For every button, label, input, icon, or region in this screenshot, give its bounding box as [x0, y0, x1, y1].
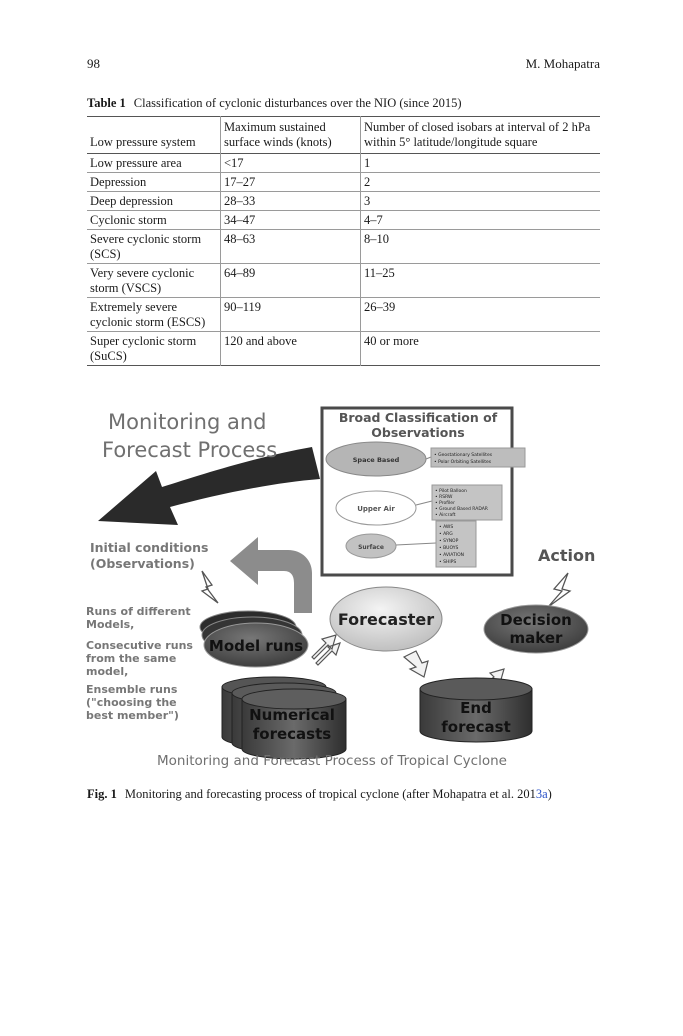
- forecaster-label: Forecaster: [337, 610, 435, 629]
- surface-label: Surface: [358, 544, 384, 551]
- ensemble-line2: ("choosing the: [86, 696, 177, 709]
- table-caption: [87, 96, 461, 111]
- table-cell: 64–89: [221, 264, 361, 298]
- figure-bottom-title: Monitoring and Forecast Process of Tropical Cyclone: [157, 753, 507, 769]
- surface-item: • BUOYS: [439, 546, 459, 551]
- down-arrow-icon: [404, 651, 428, 677]
- table-row: [87, 264, 600, 298]
- table-row: [87, 332, 600, 366]
- double-arrow-icon: [312, 635, 340, 665]
- table-row: [87, 298, 600, 332]
- figure-title-line1: Monitoring and: [108, 410, 267, 434]
- surface-item: • ARG: [439, 532, 453, 537]
- column-header: Number of closed isobars at interval of 2 hPa within 5° latitude/longitude square: [361, 117, 601, 154]
- table-row: [87, 192, 600, 211]
- ensemble-line1: Ensemble runs: [86, 683, 178, 696]
- upper-item: • RSRW: [435, 495, 453, 500]
- process-diagram: [80, 395, 610, 775]
- end-forecast-cylinder-top: [420, 678, 532, 700]
- table-label: Table 1: [87, 96, 126, 110]
- table-cell: 2: [361, 173, 601, 192]
- decision-maker-line2: maker: [509, 629, 563, 647]
- table-row: [87, 173, 600, 192]
- consecutive-line1: Consecutive runs: [86, 639, 193, 652]
- table-caption-text: Classification of cyclonic disturbances over the NIO (since 2015): [133, 96, 462, 110]
- runs-different-line2: Models,: [86, 618, 135, 631]
- end-forecast-line2: forecast: [441, 718, 511, 736]
- column-header: Maximum sustained surface winds (knots): [221, 117, 361, 154]
- table-cell: 90–119: [221, 298, 361, 332]
- table-cell: 34–47: [221, 211, 361, 230]
- initial-conditions-line1: Initial conditions: [90, 540, 209, 555]
- table-cell: 28–33: [221, 192, 361, 211]
- table-cell: 17–27: [221, 173, 361, 192]
- obs-box-title-line2: Observations: [371, 425, 465, 440]
- surface-item: • AVIATION: [439, 553, 464, 558]
- classification-table: [87, 116, 600, 366]
- upper-item: • Ground Based RADAR: [435, 507, 488, 512]
- table-row: [87, 230, 600, 264]
- figure-caption-close: ): [547, 787, 552, 801]
- figure-caption-text: Monitoring and forecasting process of tropical cyclone (after Mohapatra et al. 201: [124, 787, 536, 801]
- upper-air-label: Upper Air: [357, 505, 395, 513]
- table-cell: <17: [221, 154, 361, 173]
- table-cell: Extremely severe cyclonic storm (ESCS): [90, 300, 206, 329]
- running-head: M. Mohapatra: [525, 56, 600, 71]
- table-cell: 1: [361, 154, 601, 173]
- figure-label: Fig. 1: [87, 787, 117, 801]
- figure-caption: [87, 787, 552, 802]
- initial-conditions-line2: (Observations): [90, 556, 195, 571]
- space-item: • Geostationary Satellites: [434, 453, 493, 458]
- table-row: [87, 211, 600, 230]
- end-forecast-line1: End: [460, 699, 492, 717]
- table-cell: 48–63: [221, 230, 361, 264]
- citation-link[interactable]: 3a: [535, 787, 548, 801]
- table-cell: Super cyclonic storm (SuCS): [90, 334, 197, 363]
- surface-item: • SYNOP: [439, 539, 459, 544]
- surface-item: • SHIPS: [439, 560, 457, 565]
- runs-different-line1: Runs of different: [86, 605, 191, 618]
- ensemble-line3: best member"): [86, 709, 179, 722]
- table-cell: 3: [361, 192, 601, 211]
- consecutive-line3: model,: [86, 665, 129, 678]
- table-cell: 11–25: [361, 264, 601, 298]
- upper-item: • Aircraft: [435, 513, 456, 518]
- upper-item: • Pilot Balloon: [435, 489, 467, 494]
- lightning-icon: [548, 573, 570, 607]
- table-cell: Low pressure area: [90, 156, 182, 170]
- table-cell: Depression: [90, 175, 147, 189]
- surface-item: • AWS: [439, 525, 454, 530]
- lightning-icon: [202, 571, 218, 603]
- return-arrow: [230, 537, 312, 613]
- table-cell: 40 or more: [361, 332, 601, 366]
- space-item: • Polar Orbiting Satellites: [434, 460, 492, 465]
- table-cell: 120 and above: [221, 332, 361, 366]
- figure-title-line2: Forecast Process: [102, 438, 278, 462]
- table-header-row: [87, 117, 600, 154]
- upper-item: • Profiler: [435, 501, 455, 506]
- table-cell: Very severe cyclonic storm (VSCS): [90, 266, 195, 295]
- page-number: 98: [87, 56, 100, 71]
- table-cell: Severe cyclonic storm (SCS): [90, 232, 202, 261]
- decision-maker-line1: Decision: [500, 611, 572, 629]
- numerical-forecasts-line2: forecasts: [252, 725, 332, 743]
- table-cell: 26–39: [361, 298, 601, 332]
- table-row: [87, 154, 600, 173]
- table-cell: Deep depression: [90, 194, 173, 208]
- obs-box-title-line1: Broad Classification of: [338, 410, 498, 425]
- action-label: Action: [538, 546, 596, 565]
- numerical-forecasts-line1: Numerical: [249, 706, 335, 724]
- table-cell: 4–7: [361, 211, 601, 230]
- model-runs-label: Model runs: [208, 637, 304, 655]
- consecutive-line2: from the same: [86, 652, 177, 665]
- table-cell: 8–10: [361, 230, 601, 264]
- column-header: Low pressure system: [90, 135, 196, 149]
- table-cell: Cyclonic storm: [90, 213, 167, 227]
- space-based-label: Space Based: [352, 456, 400, 464]
